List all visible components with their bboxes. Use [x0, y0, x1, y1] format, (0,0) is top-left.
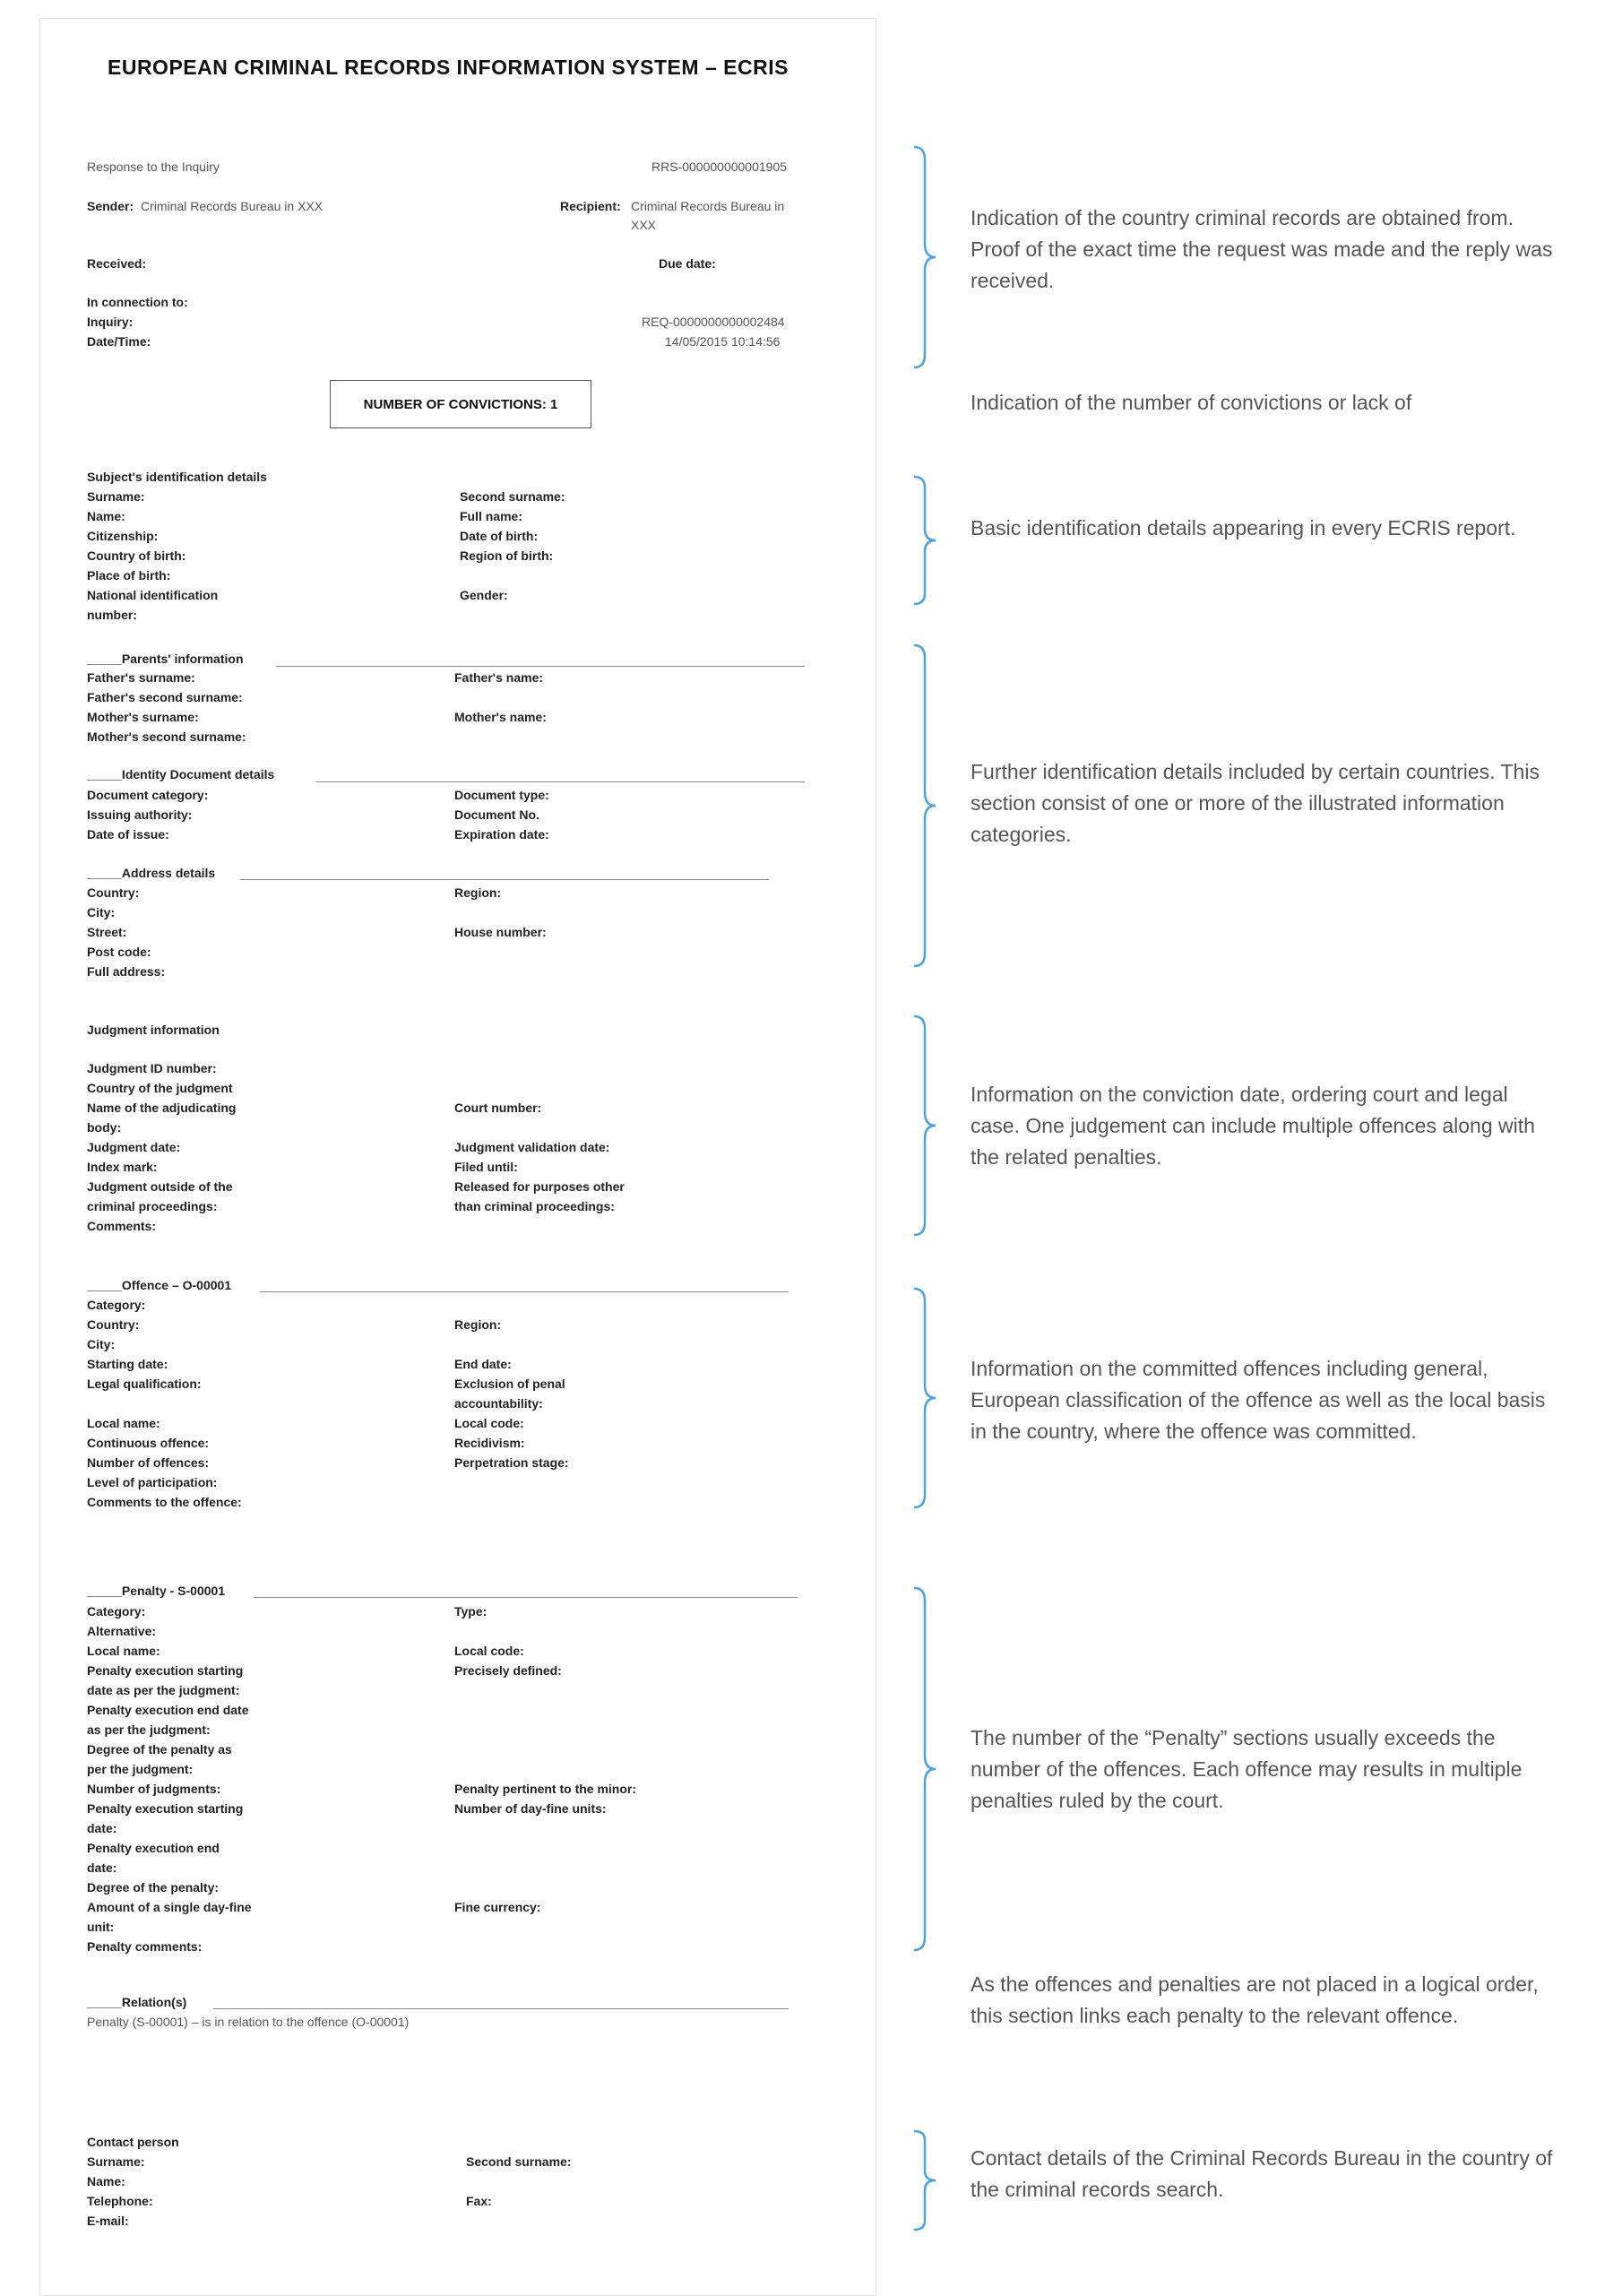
curly-bracket-icon: [905, 1014, 941, 1237]
offence-heading: _____Offence – O-00001: [87, 1278, 232, 1292]
judgment-field: Court number:: [454, 1101, 542, 1115]
address-field: Post code:: [87, 945, 151, 959]
contact-heading: Contact person: [87, 2135, 179, 2149]
subject-field: Second surname:: [460, 489, 565, 504]
offence-field: accountability:: [454, 1396, 543, 1411]
offence-field: Local code:: [454, 1416, 524, 1430]
judgment-field: criminal proceedings:: [87, 1199, 218, 1213]
document-title: EUROPEAN CRIMINAL RECORDS INFORMATION SYSTEM – ECRIS: [108, 56, 789, 79]
identity-doc-field: Date of issue:: [87, 827, 169, 842]
offence-field: City:: [87, 1337, 116, 1351]
identity-doc-field: Document type:: [454, 788, 549, 802]
parents-field: Mother's name:: [454, 710, 547, 724]
penalty-field: Penalty comments:: [87, 1939, 203, 1954]
address-field: House number:: [454, 925, 547, 939]
curly-bracket-icon: [905, 1287, 941, 1509]
subject-field: National identification: [87, 588, 219, 602]
parents-field: Father's second surname:: [87, 690, 243, 704]
contact-field: Surname:: [87, 2154, 145, 2169]
section-rule: [276, 666, 805, 667]
penalty-field: Precisely defined:: [454, 1663, 562, 1678]
penalty-field: Category:: [87, 1604, 146, 1618]
identity-doc-field: Document No.: [454, 807, 539, 822]
annotation-conviction-info: Information on the conviction date, ordering court and legal case. One judgement can include multiple offences along with the related penalties.: [971, 1083, 1535, 1169]
penalty-field: Penalty execution starting: [87, 1801, 244, 1816]
penalty-field: Degree of the penalty as: [87, 1742, 232, 1757]
penalty-field: date:: [87, 1860, 117, 1875]
annotation-relations: As the offences and penalties are not placed in a logical order, this section links each penalty to the relevant offence.: [971, 1972, 1539, 2027]
judgment-field: Filed until:: [454, 1160, 518, 1174]
penalty-field: unit:: [87, 1920, 115, 1934]
offence-field: Legal qualification:: [87, 1377, 202, 1391]
penalty-field: Degree of the penalty:: [87, 1880, 220, 1895]
judgment-field: Name of the adjudicating: [87, 1101, 237, 1115]
offence-field: Perpetration stage:: [454, 1455, 569, 1470]
contact-field: Second surname:: [466, 2154, 572, 2169]
parents-heading: _____Parents' information: [87, 652, 244, 666]
contact-field: E-mail:: [87, 2214, 129, 2228]
identity-doc-field: Expiration date:: [454, 827, 549, 842]
subject-field: Full name:: [460, 509, 523, 523]
offence-field: Starting date:: [87, 1357, 168, 1371]
annotation-country: Indication of the country criminal records are obtained from. Proof of the exact time the request was made and the reply was received.: [971, 206, 1553, 292]
judgment-heading: Judgment information: [87, 1023, 220, 1037]
annotation-penalty: The number of the “Penalty” sections usually exceeds the number of the offences. Each offence may results in multiple penalties ruled by the court.: [971, 1726, 1523, 1812]
curly-bracket-icon: [905, 2129, 941, 2231]
section-rule: [213, 2008, 789, 2009]
convictions-box: [330, 380, 591, 428]
recipient-label: Recipient:: [560, 199, 621, 213]
parents-field: Father's surname:: [87, 670, 195, 685]
parents-field: Father's name:: [454, 670, 544, 685]
penalty-field: Local name:: [87, 1644, 160, 1658]
penalty-heading: _____Penalty - S-00001: [87, 1584, 226, 1598]
inquiry-id: REQ-0000000000002484: [642, 315, 785, 329]
penalty-field: Alternative:: [87, 1624, 157, 1638]
offence-field: Category:: [87, 1298, 146, 1312]
annotation-basic: Basic identification details appearing in every ECRIS report.: [971, 516, 1516, 539]
penalty-field: Penalty execution end: [87, 1841, 220, 1855]
subject-field: Place of birth:: [87, 568, 171, 583]
parents-field: Mother's second surname:: [87, 729, 246, 744]
penalty-field: Number of judgments:: [87, 1782, 221, 1796]
section-rule: [315, 781, 805, 782]
curly-bracket-icon: [905, 643, 941, 968]
penalty-field: date as per the judgment:: [87, 1683, 240, 1697]
annotation-convictions: Indication of the number of convictions or lack of: [971, 391, 1412, 414]
sender-label: Sender:: [87, 199, 134, 213]
subject-field: number:: [87, 608, 137, 622]
section-rule: [260, 1291, 789, 1292]
datetime-value: 14/05/2015 10:14:56: [665, 334, 781, 349]
offence-field: Level of participation:: [87, 1475, 218, 1489]
judgment-field: Judgment date:: [87, 1140, 181, 1154]
penalty-field: Penalty pertinent to the minor:: [454, 1782, 637, 1796]
judgment-field: Released for purposes other: [454, 1179, 625, 1194]
curly-bracket-icon: [905, 1586, 941, 1952]
offence-field: Local name:: [87, 1416, 160, 1430]
convictions-count: NUMBER OF CONVICTIONS: 1: [363, 396, 558, 412]
offence-field: Country:: [87, 1317, 140, 1332]
penalty-field: date:: [87, 1821, 117, 1835]
penalty-field: per the judgment:: [87, 1762, 194, 1776]
address-field: Region:: [454, 885, 502, 900]
address-field: Country:: [87, 885, 140, 900]
address-field: Street:: [87, 925, 127, 939]
subject-heading: Subject's identification details: [87, 470, 267, 484]
curly-bracket-icon: [905, 475, 941, 606]
offence-field: Number of offences:: [87, 1455, 210, 1470]
annotation-offences: Information on the committed offences including general, European classification of the offence as well as the local basis in the country, where the offence was committed.: [971, 1357, 1546, 1443]
judgment-field: Judgment validation date:: [454, 1140, 610, 1154]
parents-field: Mother's surname:: [87, 710, 199, 724]
identity-doc-field: Issuing authority:: [87, 807, 193, 822]
subject-field: Region of birth:: [460, 548, 554, 563]
response-label: Response to the Inquiry: [87, 160, 220, 174]
annotation-further: Further identification details included by certain countries. This section consist of one or more of the illustrated information categories.: [971, 760, 1540, 846]
connection-label: In connection to:: [87, 295, 188, 309]
subject-field: Name:: [87, 509, 125, 523]
judgment-field: Index mark:: [87, 1160, 158, 1174]
recipient-value-line1: Criminal Records Bureau in: [631, 199, 785, 213]
judgment-field: Comments:: [87, 1219, 157, 1233]
address-field: City:: [87, 905, 116, 919]
penalty-field: Penalty execution starting: [87, 1663, 244, 1678]
subject-field: Date of birth:: [460, 529, 539, 543]
subject-field: Citizenship:: [87, 529, 159, 543]
judgment-field: than criminal proceedings:: [454, 1199, 615, 1213]
due-date-label: Due date:: [659, 256, 716, 271]
recipient-value-line2: XXX: [631, 218, 657, 232]
offence-field: Recidivism:: [454, 1436, 525, 1450]
offence-field: Continuous offence:: [87, 1436, 210, 1450]
penalty-field: Penalty execution end date: [87, 1703, 249, 1717]
judgment-field: Judgment outside of the: [87, 1179, 233, 1194]
contact-field: Telephone:: [87, 2194, 153, 2208]
annotation-contact: Contact details of the Criminal Records Bureau in the country of the criminal records search.: [971, 2146, 1553, 2201]
relations-heading: _____Relation(s): [87, 1995, 187, 2009]
received-label: Received:: [87, 256, 147, 271]
response-id: RRS-000000000001905: [651, 160, 788, 174]
penalty-field: Amount of a single day-fine: [87, 1900, 252, 1914]
subject-field: Gender:: [460, 588, 508, 602]
penalty-field: Number of day-fine units:: [454, 1801, 607, 1816]
curly-bracket-icon: [905, 145, 941, 369]
offence-field: Exclusion of penal: [454, 1377, 565, 1391]
penalty-field: as per the judgment:: [87, 1722, 211, 1737]
inquiry-label: Inquiry:: [87, 315, 134, 329]
offence-field: Region:: [454, 1317, 502, 1332]
identity-doc-heading: _____Identity Document details: [87, 767, 275, 781]
contact-field: Name:: [87, 2174, 125, 2188]
judgment-field: Judgment ID number:: [87, 1061, 217, 1075]
address-heading: _____Address details: [87, 866, 216, 880]
offence-field: End date:: [454, 1357, 512, 1371]
datetime-label: Date/Time:: [87, 334, 151, 349]
identity-doc-field: Document category:: [87, 788, 209, 802]
offence-field: Comments to the offence:: [87, 1495, 242, 1509]
subject-field: Country of birth:: [87, 548, 186, 563]
relations-text: Penalty (S-00001) – is in relation to the offence (O-00001): [87, 2015, 410, 2029]
penalty-field: Fine currency:: [454, 1900, 541, 1914]
address-field: Full address:: [87, 964, 166, 979]
penalty-field: Local code:: [454, 1644, 524, 1658]
subject-field: Surname:: [87, 489, 145, 504]
section-rule: [240, 879, 769, 880]
section-rule: [254, 1597, 798, 1598]
penalty-field: Type:: [454, 1604, 487, 1618]
sender-value: Criminal Records Bureau in XXX: [141, 199, 324, 213]
judgment-field: body:: [87, 1120, 122, 1135]
contact-field: Fax:: [466, 2194, 492, 2208]
judgment-field: Country of the judgment: [87, 1081, 233, 1095]
